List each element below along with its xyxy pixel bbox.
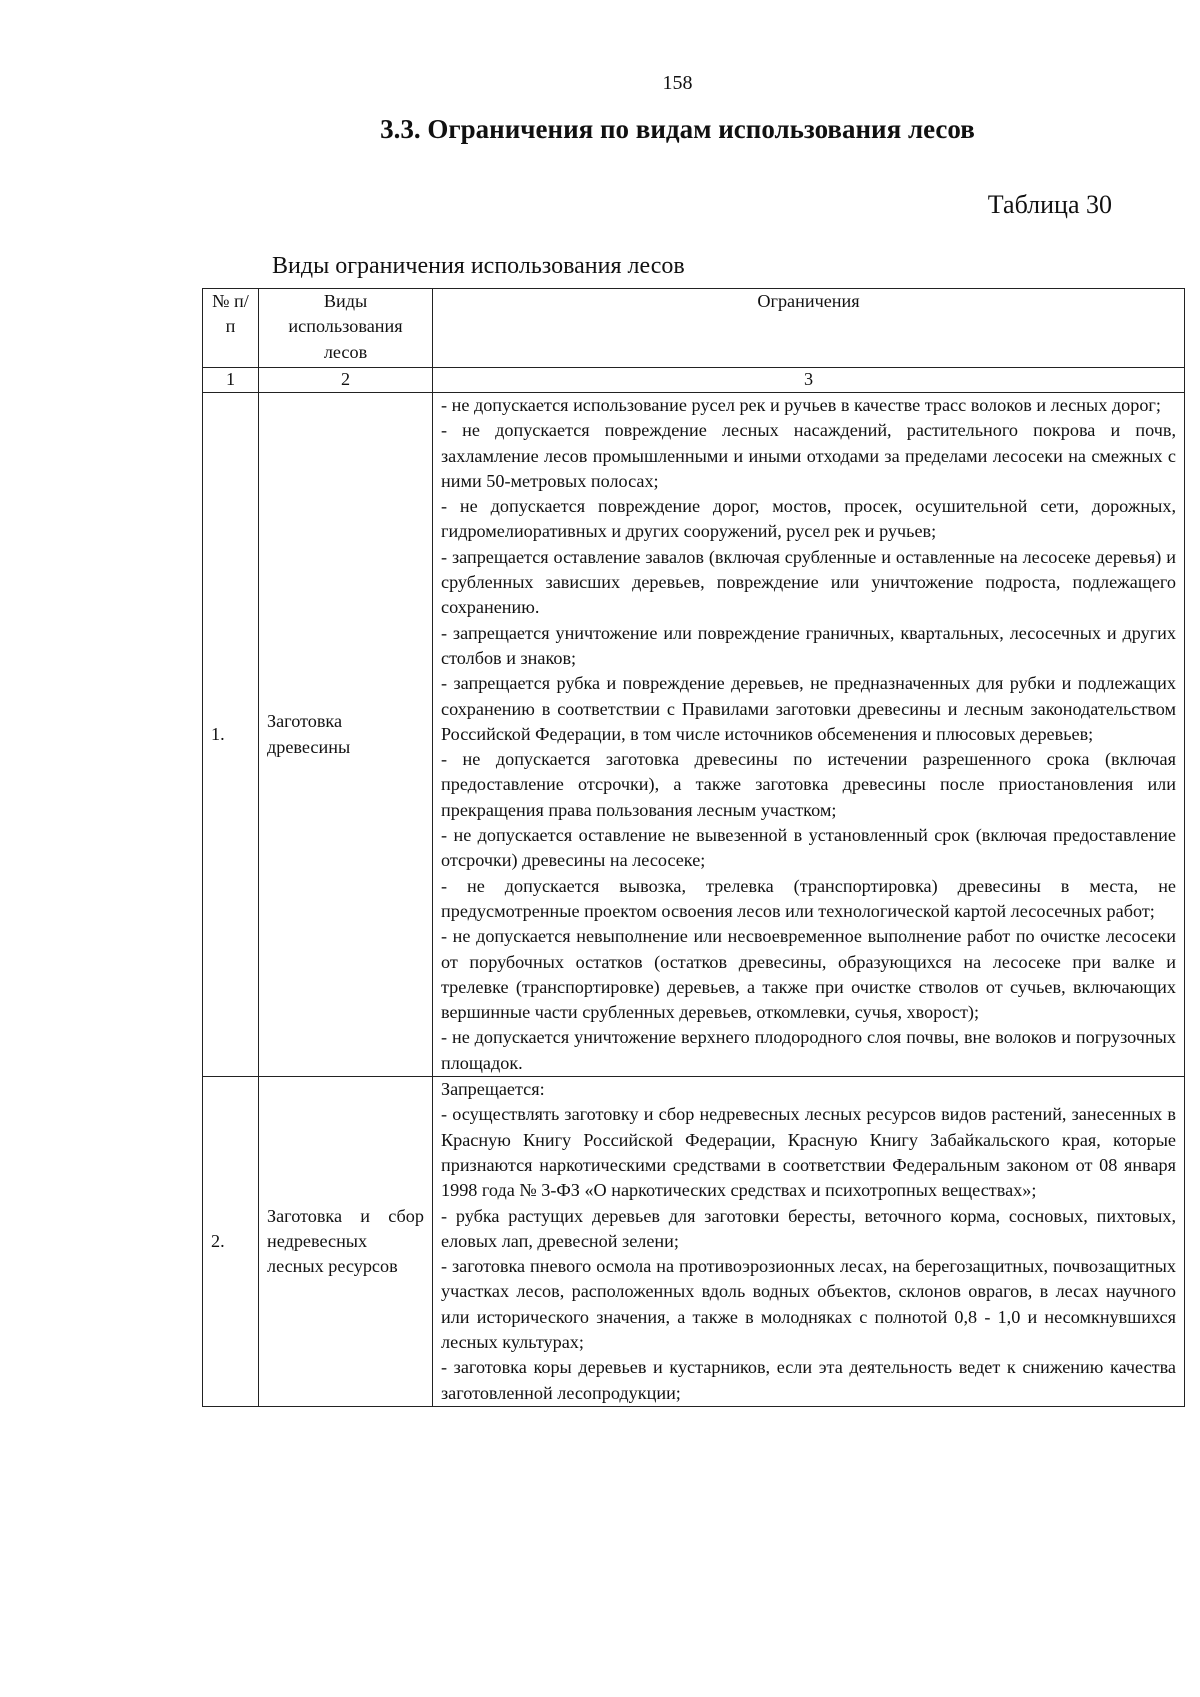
row-restrictions xyxy=(433,1077,1185,1407)
column-number-row xyxy=(203,368,1185,393)
table-header-row xyxy=(203,289,1185,368)
restriction-item: - запрещается уничтожение или повреждение граничных, квартальных, лесосечных и других столбов и знаков; xyxy=(441,622,1176,668)
restriction-item: - не допускается оставление не вывезенной в установленный срок (включая предоставление отсрочки) древесины на лесосеке; xyxy=(441,825,1176,871)
restriction-item: - не допускается повреждение дорог, мостов, просек, осушительной сети, дорожных, гидромелиоративных и других сооружений, русел рек и ручьев; xyxy=(441,496,1176,542)
column-number: 1 xyxy=(203,368,259,393)
restriction-item: Запрещается: xyxy=(441,1079,545,1100)
restriction-item: - не допускается использование русел рек и ручьев в качестве трасс волоков и лесных дорог; xyxy=(441,395,1161,415)
row-kind: Заготовка и сбор недревесных лесных ресурсов xyxy=(259,1077,433,1407)
restriction-item: - не допускается заготовка древесины по истечении разрешенного срока (включая предоставление отсрочки), а также заготовка древесины после приостановления или прекращения права пользования лесным участком; xyxy=(441,749,1176,820)
restriction-item: - осуществлять заготовку и сбор недревесных лесных ресурсов видов растений, занесенных в Красную Книгу Российской Федерации, Красную Книгу Забайкальского края, которые признаются наркотическими средствами в соответствии Федеральным законом от 08 января 1998 года № 3-ФЗ «О наркотических средствах и психотропных веществах»; xyxy=(441,1104,1176,1201)
restriction-item: - не допускается невыполнение или несвоевременное выполнение работ по очистке лесосеки от порубочных остатков (остатков древесины, образующихся на лесосеке при валке и трелевке (транспортировке) деревьев, а также при очистке стволов от сучьев, включающих вершинные части срубленных деревьев, откомлевки, сучья, хворост); xyxy=(441,926,1176,1023)
header-kind: Виды использования лесов xyxy=(259,289,433,368)
page-number: 158 xyxy=(662,72,693,94)
row-restrictions xyxy=(433,393,1185,1077)
restriction-item: - не допускается вывозка, трелевка (транспортировка) древесины в места, не предусмотренные проектом освоения лесов или технологической картой лесосечных работ; xyxy=(441,875,1176,921)
column-number: 3 xyxy=(433,368,1185,393)
section-title: 3.3. Ограничения по видам использования лесов xyxy=(380,114,975,144)
restriction-item: - не допускается уничтожение верхнего плодородного слоя почвы, вне волоков и погрузочных площадок. xyxy=(441,1027,1176,1073)
row-number: 1. xyxy=(203,393,259,1077)
table-label: Таблица 30 xyxy=(987,190,1112,219)
restriction-item: - не допускается повреждение лесных насаждений, растительного покрова и почв, захламление лесов промышленными и иными отходами за пределами лесосеки на смежных с ними 50-метровых полосах; xyxy=(441,420,1176,491)
restriction-item: - запрещается рубка и повреждение деревьев, не предназначенных для рубки и подлежащих сохранению в соответствии с Правилами заготовки древесины и лесным законодательством Российской Федерации, в том числе источников обсеменения и плюсовых деревьев; xyxy=(441,673,1176,744)
restriction-item: - заготовка пневого осмола на противоэрозионных лесах, на берегозащитных, почвозащитных участках лесов, расположенных вдоль водных объектов, склонов оврагов, в лесах научного или исторического значения, а также в молодняках с полнотой 0,8 - 1,0 и несомкнувшихся лесных культурах; xyxy=(441,1256,1176,1352)
restrictions-table xyxy=(202,288,1185,1407)
restriction-item: - заготовка коры деревьев и кустарников, если эта деятельность ведет к снижению качества заготовленной лесопродукции; xyxy=(441,1357,1176,1403)
row-kind: Заготовка древесины xyxy=(259,393,433,1077)
column-number: 2 xyxy=(259,368,433,393)
table-caption: Виды ограничения использования лесов xyxy=(272,253,685,279)
row-number: 2. xyxy=(203,1077,259,1407)
restriction-item: - рубка растущих деревьев для заготовки бересты, веточного корма, сосновых, пихтовых, еловых лап, древесной зелени; xyxy=(441,1205,1176,1251)
header-number: № п/п xyxy=(203,289,259,368)
table-row xyxy=(203,1077,1185,1407)
header-restrictions: Ограничения xyxy=(433,289,1185,368)
table-row xyxy=(203,393,1185,1077)
restriction-item: - запрещается оставление завалов (включая срубленные и оставленные на лесосеке деревья) и срубленных зависших деревьев, повреждение или уничтожение подроста, подлежащего сохранению. xyxy=(441,546,1176,618)
